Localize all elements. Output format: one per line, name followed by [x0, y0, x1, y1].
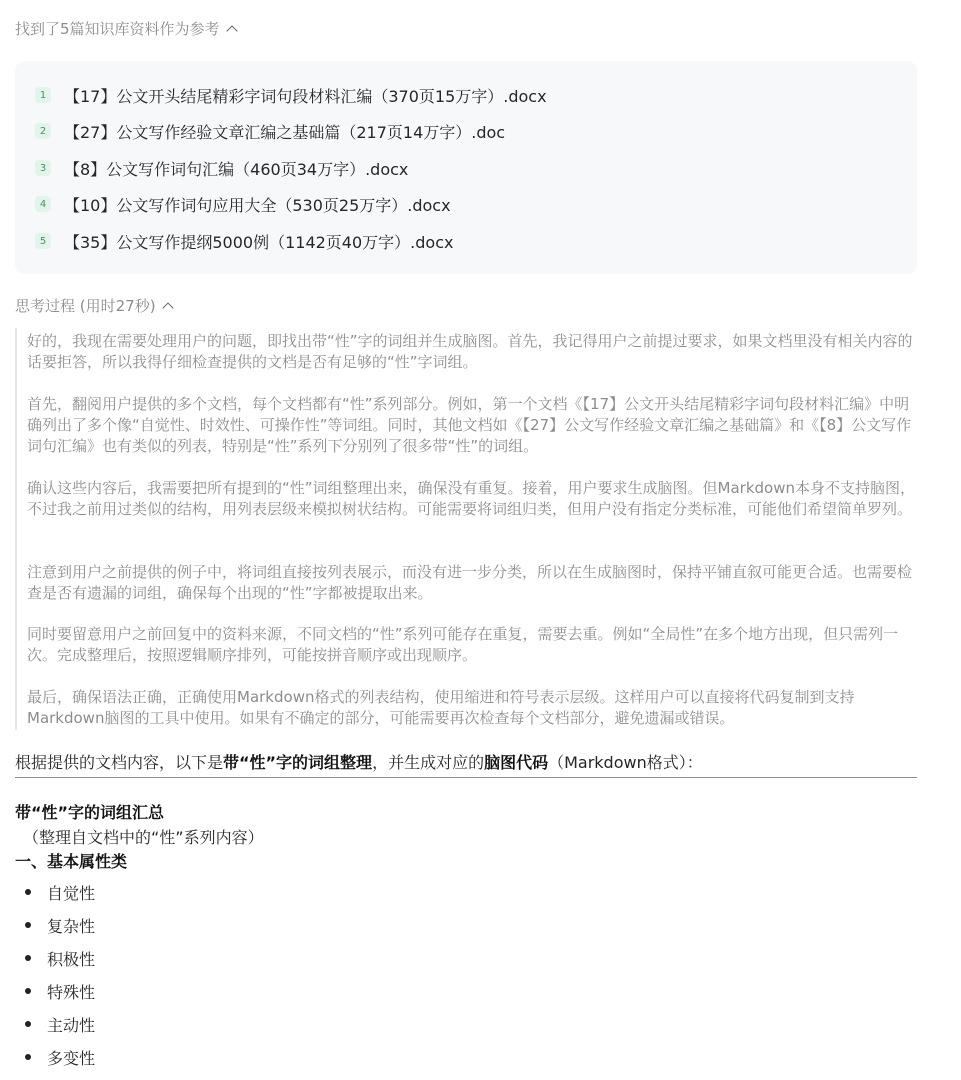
reference-number-badge: 5 [35, 233, 51, 249]
thinking-paragraph: 首先，翻阅用户提供的多个文档，每个文档都有“性”系列部分。例如，第一个文档《【17】公文开头结尾精彩字词句段材料汇编》中明确列出了多个像“自觉性、时效性、可操作性”等词组。同时，其他文档如《【27】公文写作经验文章汇编之基础篇》和《【8】公文写作词句汇编》也有类似的列表，特别是“性”系列下分别列了很多带“性”的词组。 [27, 395, 912, 455]
bullet-icon [25, 955, 31, 961]
list-item [25, 979, 95, 1003]
reference-title: 【10】公文写作词句应用大全（530页25万字）.docx [64, 195, 451, 215]
answer-intro-bold: 脑图代码 [484, 753, 549, 772]
reference-number-badge: 1 [35, 87, 51, 103]
chevron-up-icon [162, 302, 173, 313]
references-panel [15, 61, 917, 274]
bullet-icon [25, 1021, 31, 1027]
reference-item[interactable] [35, 191, 451, 217]
references-toggle[interactable] [15, 18, 236, 39]
reference-title: 【8】公文写作词句汇编（460页34万字）.docx [64, 159, 409, 179]
bullet-icon [25, 988, 31, 994]
list-item-text: 多变性 [47, 1048, 96, 1068]
list-item [25, 946, 95, 970]
reference-item[interactable] [35, 118, 505, 144]
thinking-paragraph: 好的，我现在需要处理用户的问题，即找出带“性”字的词组并生成脑图。首先，我记得用户之前提过要求，如果文档里没有相关内容的话要拒答，所以我得仔细检查提供的文档是否有足够的“性”字词组。 [27, 332, 913, 371]
list-item [25, 913, 95, 937]
answer-intro-bold: 带“性”字的词组整理 [223, 753, 373, 772]
thinking-paragraph: 同时要留意用户之前回复中的资料来源，不同文档的“性”系列可能存在重复，需要去重。例如“全局性”在多个地方出现，但只需列一次。完成整理后，按照逻辑顺序排列，可能按拼音顺序或出现顺序。 [27, 625, 899, 664]
answer-intro-text: ，并生成对应的 [372, 753, 485, 772]
reference-number-badge: 4 [35, 196, 51, 212]
list-item-text: 自觉性 [47, 883, 96, 903]
list-item [25, 880, 95, 904]
chevron-up-icon [226, 25, 237, 36]
thinking-toggle[interactable] [15, 295, 172, 316]
reference-item[interactable] [35, 228, 453, 254]
list-item [25, 1012, 95, 1036]
reference-number-badge: 2 [35, 123, 51, 139]
answer-intro-text: 根据提供的文档内容，以下是 [15, 753, 224, 772]
answer-intro [15, 752, 917, 774]
divider [15, 777, 917, 778]
answer-heading: 带“性”字的词组汇总 [15, 803, 165, 822]
references-toggle-label: 找到了5篇知识库资料作为参考 [15, 20, 220, 38]
reference-item[interactable] [35, 82, 547, 108]
bullet-icon [25, 1054, 31, 1060]
bullet-icon [25, 889, 31, 895]
thinking-content [15, 328, 917, 730]
thinking-toggle-label: 思考过程 (用时27秒) [15, 297, 156, 315]
list-item-text: 特殊性 [47, 982, 96, 1002]
list-item-text: 复杂性 [47, 916, 96, 936]
answer-subheading: （整理自文档中的“性”系列内容） [23, 828, 264, 847]
list-item [25, 1045, 95, 1069]
reference-title: 【35】公文写作提纲5000例（1142页40万字）.docx [64, 232, 454, 252]
thinking-paragraph: 最后，确保语法正确，正确使用Markdown格式的列表结构，使用缩进和符号表示层级。这样用户可以直接将代码复制到支持Markdown脑图的工具中使用。如果有不确定的部分，可能需要再次检查每个文档部分，避免遗漏或错误。 [27, 688, 855, 727]
bullet-icon [25, 922, 31, 928]
list-item-text: 主动性 [47, 1015, 96, 1035]
answer-intro-text: （Markdown格式）： [548, 753, 703, 772]
section-title: 一、基本属性类 [15, 852, 128, 871]
thinking-paragraph: 注意到用户之前提供的例子中，将词组直接按列表展示，而没有进一步分类，所以在生成脑图时，保持平铺直叙可能更合适。也需要检查是否有遗漏的词组，确保每个出现的“性”字都被提取出来。 [27, 563, 913, 602]
reference-title: 【27】公文写作经验文章汇编之基础篇（217页14万字）.doc [64, 122, 506, 142]
reference-title: 【17】公文开头结尾精彩字词句段材料汇编（370页15万字）.docx [64, 86, 547, 106]
thinking-paragraph: 确认这些内容后，我需要把所有提到的“性”词组整理出来，确保没有重复。接着，用户要求生成脑图。但Markdown本身不支持脑图，不过我之前用过类似的结构，用列表层级来模拟树状结构。可能需要将词组归类，但用户没有指定分类标准，可能他们希望简单罗列。 [27, 479, 916, 518]
list-item-text: 积极性 [47, 949, 96, 969]
reference-item[interactable] [35, 155, 408, 181]
reference-number-badge: 3 [35, 160, 51, 176]
